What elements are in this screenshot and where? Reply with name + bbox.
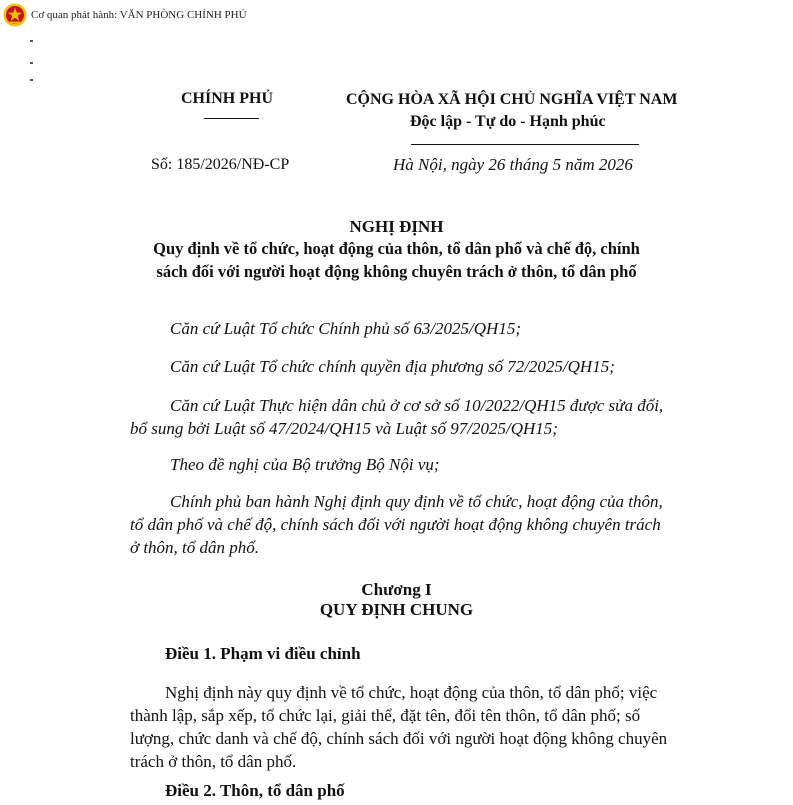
article-text-line: trách ở thôn, tổ dân phố. xyxy=(130,752,297,771)
issuing-agency: CHÍNH PHỦ xyxy=(181,90,273,107)
article-text-line: lượng, chức danh và chế độ, chính sách đối với người hoạt động không chuyên xyxy=(130,729,668,748)
scan-mark xyxy=(30,62,33,64)
preamble-line: Theo đề nghị của Bộ trưởng Bộ Nội vụ; xyxy=(170,455,440,474)
national-emblem-icon xyxy=(3,3,27,27)
document-subject-line: Quy định về tổ chức, hoạt động của thôn, tổ dân phố và chế độ, chính xyxy=(153,239,640,258)
preamble-line: bổ sung bởi Luật số 47/2024/QH15 và Luật số 97/2025/QH15; xyxy=(130,419,558,438)
chapter-title: QUY ĐỊNH CHUNG xyxy=(319,600,474,619)
motto-underline xyxy=(411,144,639,145)
place-date: Hà Nội, ngày 26 tháng 5 năm 2026 xyxy=(393,155,633,174)
preamble-line: Căn cứ Luật Tổ chức Chính phủ số 63/2025/QH15; xyxy=(170,319,521,338)
chapter-number: Chương I xyxy=(361,580,432,599)
article-text-line: Nghị định này quy định về tổ chức, hoạt động của thôn, tổ dân phố; việc xyxy=(165,683,658,702)
agency-underline xyxy=(204,118,259,119)
preamble-line: Chính phủ ban hành Nghị định quy định về tổ chức, hoạt động của thôn, xyxy=(170,492,663,511)
national-motto: Độc lập - Tự do - Hạnh phúc xyxy=(410,113,606,130)
scan-mark xyxy=(30,79,33,81)
preamble-line: Căn cứ Luật Thực hiện dân chủ ở cơ sở số 10/2022/QH15 được sửa đổi, xyxy=(170,396,664,415)
preamble-line: tổ dân phố và chế độ, chính sách đối với người hoạt động không chuyên trách xyxy=(130,515,661,534)
issuer-line: Cơ quan phát hành: VĂN PHÒNG CHÍNH PHỦ xyxy=(31,9,247,21)
national-title: CỘNG HÒA XÃ HỘI CHỦ NGHĨA VIỆT NAM xyxy=(346,91,678,108)
article-text-line: thành lập, sắp xếp, tổ chức lại, giải thể, đặt tên, đổi tên thôn, tổ dân phố; số xyxy=(130,706,641,725)
preamble-line: Căn cứ Luật Tổ chức chính quyền địa phương số 72/2025/QH15; xyxy=(170,357,615,376)
document-subject-line: sách đối với người hoạt động không chuyên trách ở thôn, tổ dân phố xyxy=(156,262,637,281)
article-heading: Điều 2. Thôn, tổ dân phố xyxy=(165,781,345,800)
preamble-line: ở thôn, tổ dân phố. xyxy=(130,538,260,557)
scan-mark xyxy=(30,40,33,42)
article-heading: Điều 1. Phạm vi điều chỉnh xyxy=(165,644,361,663)
document-type: NGHỊ ĐỊNH xyxy=(349,217,444,236)
document-number: Số: 185/2026/NĐ-CP xyxy=(151,156,290,173)
